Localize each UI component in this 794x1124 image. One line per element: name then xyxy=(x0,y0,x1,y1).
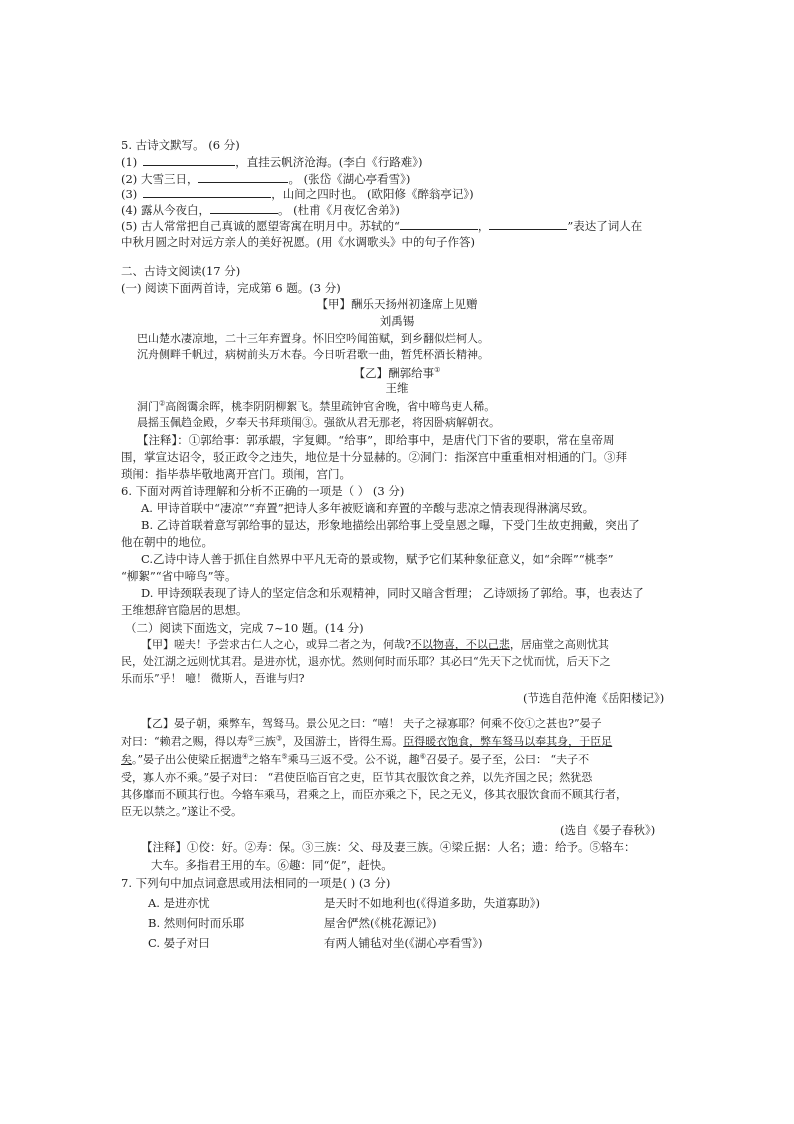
passage-a-line-1: 【甲】嗟夫！予尝求古仁人之心，或异二者之为，何哉?不以物喜，不以己悲，居庙堂之高则忧其 xyxy=(141,638,609,651)
note-2-line-2: 大车。多指君王用的车。⑥趣：同“促”，赶快。 xyxy=(151,858,393,872)
passage-b-source: (选自《晏子春秋》) xyxy=(560,823,656,837)
poem-1-author: 刘禹锡 xyxy=(379,314,415,328)
q6-option-d-cont: 王维想辞官隐居的思想。 xyxy=(121,603,248,617)
subsection-1-title: (一) 阅读下面两首诗，完成第 6 题。(3 分) xyxy=(121,281,341,295)
q6-option-b: B. 乙诗首联着意写郭给事的显达，形象地描绘出郭给事上受皇恩之曝，下受门生故吏拥戴，突出了 xyxy=(141,518,640,532)
passage-b-line-1: 【乙】晏子朝，乘弊车，驾驽马。景公见之曰：“嘻！ 夫子之禄寡耶？何乘不佼①之甚也?”晏子 xyxy=(141,717,602,730)
passage-b-line-3: 矣。”晏子出公使梁丘据遗④之辂车⑤乘马三返不受。公不说，趣⑥召晏子。晏子至，公曰： “夫子不 xyxy=(121,752,590,766)
poem-1-title: 【甲】酬乐天扬州初逢席上见赠 xyxy=(316,297,478,311)
passage-a-source: (节选自范仲淹《岳阳楼记》) xyxy=(523,691,665,705)
passage-a-line-3: 乐而乐”乎！ 噫！ 微斯人，吾谁与归? xyxy=(121,672,305,685)
answer-blank[interactable] xyxy=(143,186,271,198)
q6-option-a: A. 甲诗首联中“凄凉”“弃置”把诗人多年被贬谪和弃置的辛酸与悲凉之情表现得淋漓尽致。 xyxy=(141,501,595,515)
answer-blank[interactable] xyxy=(198,171,288,183)
q6-option-c: C.乙诗中诗人善于抓住自然界中平凡无奇的景或物，赋予它们某种象征意义，如“余晖”“桃李” xyxy=(141,552,614,566)
passage-b-line-4: 受，寡人亦不乘。”晏子对曰： “君使臣临百官之吏，臣节其衣服饮食之养，以先齐国之民；然犹恐 xyxy=(121,771,593,784)
q7-option-a-right: 是天时不如地利也(《得道多助，失道寡助》) xyxy=(324,896,540,910)
poem-1-line-2: 沉舟侧畔千帆过，病树前头万木春。今日听君歌一曲，暂凭杯酒长精神。 xyxy=(137,348,489,361)
section-2-title: 二、古诗文阅读(17 分) xyxy=(121,264,241,278)
answer-blank[interactable] xyxy=(489,218,567,230)
passage-b-line-2: 对曰：“赖君之赐，得以寿②三族③，及国游士，皆得生焉。臣得暖衣饱食，弊车驽马以奉其身，于臣足 xyxy=(121,734,613,748)
question-6: 6. 下面对两首诗理解和分析不正确的一项是（ ） (3 分) xyxy=(121,484,405,498)
answer-blank[interactable] xyxy=(210,202,278,214)
answer-blank[interactable] xyxy=(400,218,478,230)
q5-line-2: (2) 大雪三日， 。 (张岱《湖心亭看雪》) xyxy=(121,172,411,186)
poem-2-author: 王维 xyxy=(385,381,409,395)
q6-option-b-cont: 他在朝中的地位。 xyxy=(121,535,213,549)
subsection-2-title: （二）阅读下面选文，完成 7~10 题。(14 分) xyxy=(125,621,364,635)
q5-line-1: (1) ，直挂云帆济沧海。(李白《行路难》) xyxy=(121,155,423,169)
note-1-line-1: 【注释】：①郭给事：郭承嘏，字复卿。“给事”，即给事中，是唐代门下省的要职，常在皇帝周 xyxy=(137,433,615,447)
q5-line-5-cont: 中秋月圆之时对远方亲人的美好祝愿。(用《水调歌头》中的句子作答) xyxy=(121,235,475,249)
poem-2-line-2: 晨摇玉佩趋金殿，夕奉天书拜琐闱③。强欲从君无那老，将因卧病解朝衣。 xyxy=(137,416,500,429)
q5-title: 5. 古诗文默写。 (6 分) xyxy=(121,138,240,152)
q7-option-b-right: 屋舍俨然(《桃花源记》) xyxy=(324,916,437,930)
q5-line-3: (3) ，山间之四时也。 (欧阳修《醉翁亭记》) xyxy=(121,187,474,201)
passage-b-line-5: 其侈靡而不顾其行也。今辂车乘马，君乘之上，而臣亦乘之下，民之无义，侈其衣服饮食而不顾其行者， xyxy=(121,788,627,801)
q5-line-4: (4) 露从今夜白， 。 (杜甫《月夜忆舍弟》) xyxy=(121,203,400,217)
q5-line-5: (5) 古人常常把自己真诚的愿望寄寓在明月中。苏轼的“ ， ”表达了词人在 xyxy=(121,219,643,233)
poem-2-title: 【乙】酬郭给事① xyxy=(353,366,441,380)
question-7: 7. 下列句中加点词意思或用法相同的一项是( ) (3 分) xyxy=(121,876,391,890)
note-1-line-2: 围，掌宣达诏令，驳正政令之违失，地位是十分显赫的。②洞门：指深宫中重重相对相通的门。③拜 xyxy=(121,450,627,464)
answer-blank[interactable] xyxy=(143,154,235,166)
q6-option-d: D. 甲诗颈联表现了诗人的坚定信念和乐观精神，同时又暗含哲理； 乙诗颂扬了郭给。事，也表达了 xyxy=(141,586,644,600)
passage-a-line-2: 民，处江湖之远则忧其君。是进亦忧，退亦忧。然则何时而乐耶？其必曰“先天下之忧而忧，后天下之 xyxy=(121,655,611,668)
poem-1-line-1: 巴山楚水凄凉地，二十三年弃置身。怀旧空吟闻笛赋，到乡翻似烂柯人。 xyxy=(137,332,489,345)
note-1-line-3: 琐闱：指毕恭毕敬地离开宫门。琐闱，宫门。 xyxy=(121,467,351,481)
q6-option-c-cont: “柳絮”“省中啼鸟”等。 xyxy=(121,569,237,583)
passage-b-line-6: 臣无以禁之。”遂让不受。 xyxy=(121,805,243,818)
q7-option-b-left: B. 然则何时而乐耶 xyxy=(148,916,245,930)
q7-option-c-left: C. 晏子对曰 xyxy=(148,936,210,950)
poem-2-line-1: 洞门②高阁霭余晖，桃李阴阴柳絮飞。禁里疏钟官舍晚，省中啼鸟吏人稀。 xyxy=(137,399,496,413)
q7-option-a-left: A. 是进亦忧 xyxy=(148,896,210,910)
q7-option-c-right: 有两人铺毡对坐(《湖心亭看雪》) xyxy=(324,936,483,950)
note-2-line-1: 【注释】①佼：好。②寿：保。③三族：父、母及妻三族。④梁丘据：人名；遗：给予。⑤辂车： xyxy=(141,840,636,854)
